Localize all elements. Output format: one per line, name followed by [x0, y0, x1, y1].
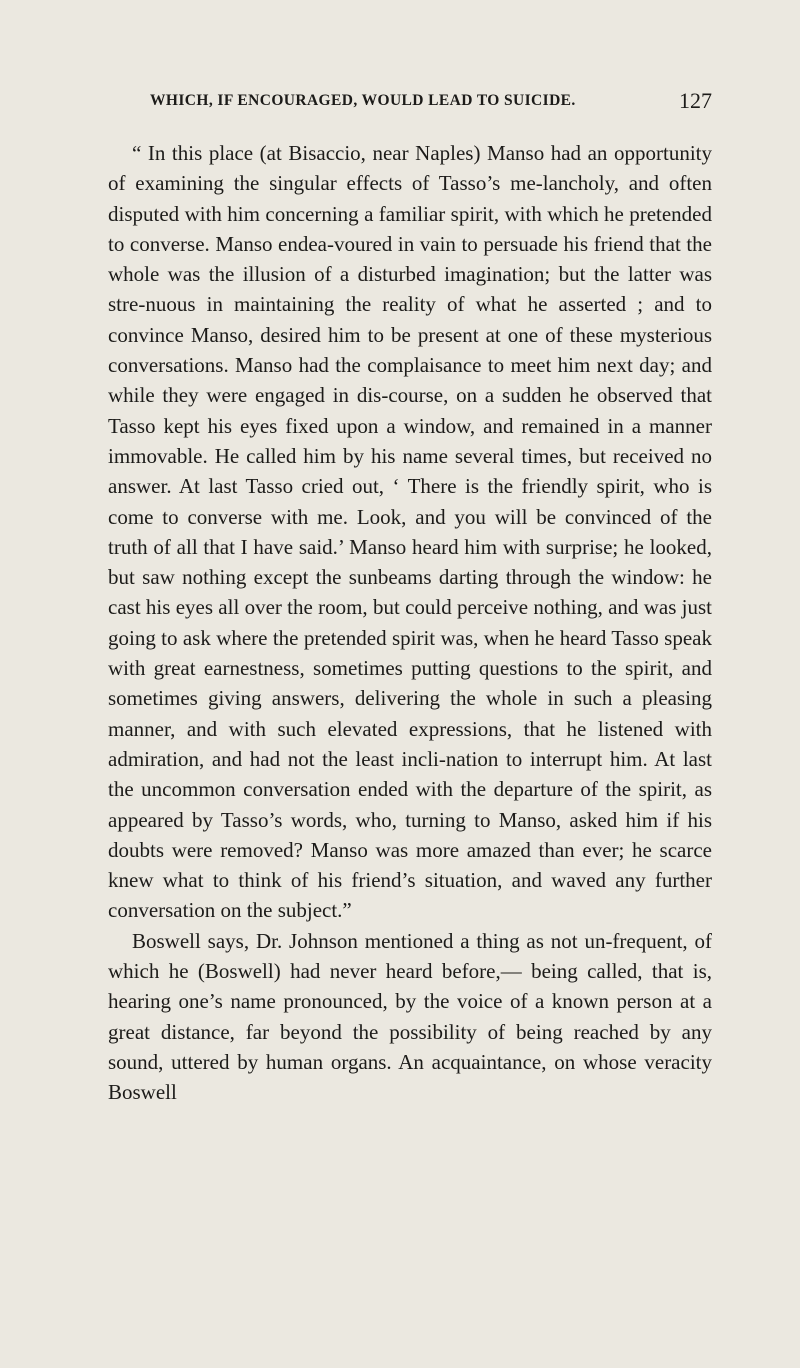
paragraph-boswell: Boswell says, Dr. Johnson mentioned a thing as not un-frequent, of which he (Boswell) had never heard before,— being called, that is, hearing one’s name pronounced, by the voice of a known person at a great distance, far beyond the possibility of being reached by any sound, uttered by human organs. An acquaintance, on whose veracity Boswell: [108, 928, 712, 1105]
running-title: WHICH, IF ENCOURAGED, WOULD LEAD TO SUICIDE.: [150, 92, 576, 109]
body-text: [108, 138, 712, 1108]
paragraph-tasso-quote: “ In this place (at Bisaccio, near Naples) Manso had an opportunity of examining the singular effects of Tasso’s me-lancholy, and often disputed with him concerning a familiar spirit, with which he pretended to converse. Manso endea-voured in vain to persuade his friend that the whole was the illusion of a disturbed imagination; but the latter was stre-nuous in maintaining the reality of what he asserted ; and to convince Manso, desired him to be present at one of these mysterious conversations. Manso had the complaisance to meet him next day; and while they were engaged in dis-course, on a sudden he observed that Tasso kept his eyes fixed upon a window, and remained in a manner immovable. He called him by his name several times, but received no answer. At last Tasso cried out, ‘ There is the friendly spirit, who is come to converse with me. Look, and you will be convinced of the truth of all that I have said.’ Manso heard him with surprise; he looked, but saw nothing except the sunbeams darting through the window: he cast his eyes all over the room, but could perceive nothing, and was just going to ask where the pretended spirit was, when he heard Tasso speak with great earnestness, sometimes putting questions to the spirit, and sometimes giving answers, delivering the whole in such a pleasing manner, and with such elevated expressions, that he listened with admiration, and had not the least incli-nation to interrupt him. At last the uncommon conversation ended with the departure of the spirit, as appeared by Tasso’s words, who, turning to Manso, asked him if his doubts were removed? Manso was more amazed than ever; he scarce knew what to think of his friend’s situation, and waved any further conversation on the subject.”: [108, 141, 712, 923]
running-head: [150, 88, 712, 114]
page-number: 127: [679, 88, 712, 113]
